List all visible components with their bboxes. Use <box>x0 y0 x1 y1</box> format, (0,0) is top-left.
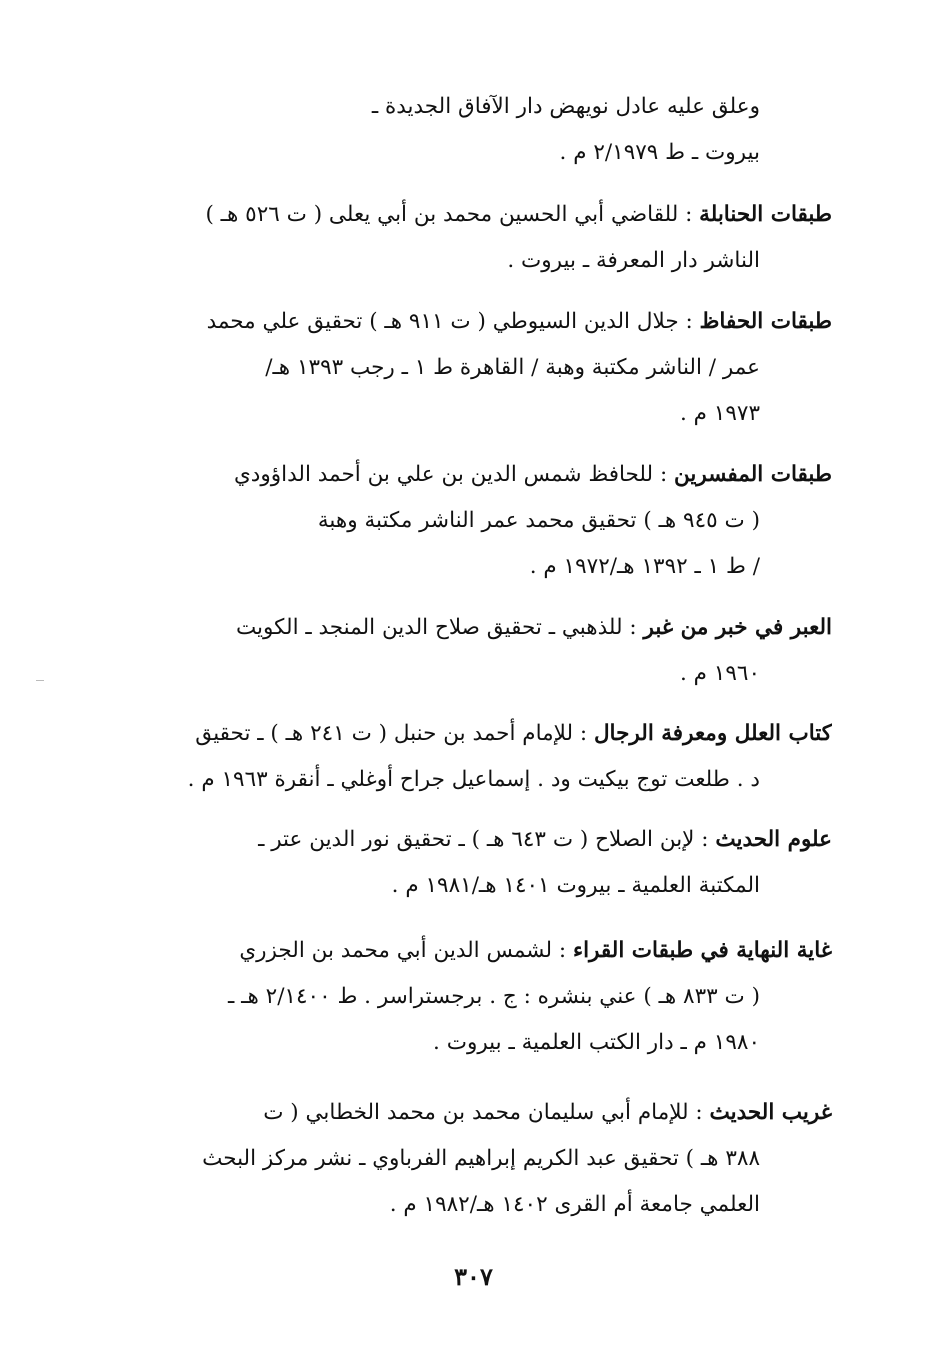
entry-first-line <box>132 928 832 974</box>
entry-first-line <box>132 817 832 863</box>
entry-text: : للقاضي أبي الحسين محمد بن أبي يعلى ( ت ٥٢٦ هـ ) <box>205 202 700 227</box>
entry-first-line <box>132 452 832 498</box>
entry-line: ١٩٦٠ م . <box>679 661 760 686</box>
entry-line: ( ت ٩٤٥ هـ ) تحقيق محمد عمر الناشر مكتبة وهبة <box>317 508 760 533</box>
entry-text: : للحافظ شمس الدين بن علي بن أحمد الداؤودي <box>233 462 675 487</box>
entry-title: طبقات الحنابلة <box>699 202 832 227</box>
entry-title: كتاب العلل ومعرفة الرجال <box>593 721 832 746</box>
entry-line: وعلق عليه عادل نويهض دار الآفاق الجديدة ـ <box>371 94 760 119</box>
reference-entry-al-ibar <box>132 605 832 697</box>
entry-title: غريب الحديث <box>709 1100 832 1125</box>
entry-first-line <box>132 192 832 238</box>
reference-entry-tabaqat-huffaz <box>132 299 832 437</box>
reference-entry-continuation <box>132 84 832 176</box>
entry-text: : لإبن الصلاح ( ت ٦٤٣ هـ ) ـ تحقيق نور الدين عتر ـ <box>258 827 716 852</box>
entry-line: ٣٨٨ هـ ) تحقيق عبد الكريم إبراهيم الفرباوي ـ نشر مركز البحث <box>202 1146 760 1171</box>
entry-text: : للذهبي ـ تحقيق صلاح الدين المنجد ـ الكويت <box>235 615 644 640</box>
reference-entry-tabaqat-mufassirin <box>132 452 832 590</box>
entry-title: علوم الحديث <box>715 827 832 852</box>
entry-first-line <box>132 605 832 651</box>
entry-line: المكتبة العلمية ـ بيروت ١٤٠١ هـ/١٩٨١ م . <box>391 873 760 898</box>
margin-divider <box>36 680 44 681</box>
reference-entry-gharib-al-hadith <box>132 1090 832 1228</box>
entry-text: : لشمس الدين أبي محمد بن الجزري <box>239 938 573 963</box>
entry-line: ١٩٧٣ م . <box>679 401 760 426</box>
entry-line: ( ت ٨٣٣ هـ ) عني بنشره : ج . برجستراسر . ط ٢/١٤٠٠ هـ ـ <box>228 984 760 1009</box>
reference-entry-ulum-al-hadith <box>132 817 832 909</box>
page-number: ٣٠٧ <box>454 1262 493 1291</box>
entry-title: غاية النهاية في طبقات القراء <box>572 938 832 963</box>
entry-first-line <box>132 299 832 345</box>
entry-title: طبقات الحفاظ <box>699 309 832 334</box>
entry-line: عمر / الناشر مكتبة وهبة / القاهرة ط ١ ـ رجب ١٣٩٣ هـ/ <box>265 355 760 380</box>
entry-line: ١٩٨٠ م ـ دار الكتب العلمية ـ بيروت . <box>433 1030 760 1055</box>
reference-entry-ghayat-al-nihaya <box>132 928 832 1066</box>
entry-text: : للإمام أحمد بن حنبل ( ت ٢٤١ هـ ) ـ تحقيق <box>195 721 594 746</box>
entry-title: العبر في خبر من غبر <box>643 615 832 640</box>
entry-text: : جلال الدين السيوطي ( ت ٩١١ هـ ) تحقيق علي محمد <box>206 309 700 334</box>
entry-line: / ط ١ ـ ١٣٩٢ هـ/١٩٧٢ م . <box>529 554 760 579</box>
reference-entry-tabaqat-hanabila <box>132 192 832 284</box>
entry-line: د . طلعت توج بيكيت ود . إسماعيل جراح أوغلي ـ أنقرة ١٩٦٣ م . <box>187 767 760 792</box>
entry-line: الناشر دار المعرفة ـ بيروت . <box>507 248 760 273</box>
entry-first-line <box>132 1090 832 1136</box>
entry-line: بيروت ـ ط ٢/١٩٧٩ م . <box>559 140 760 165</box>
entry-line: العلمي جامعة أم القرى ١٤٠٢ هـ/١٩٨٢ م . <box>389 1192 760 1217</box>
entry-first-line <box>132 711 832 757</box>
entry-title: طبقات المفسرين <box>674 462 832 487</box>
entry-text: : للإمام أبي سليمان محمد بن محمد الخطابي ( ت <box>263 1100 710 1125</box>
reference-entry-kitab-al-ilal <box>132 711 832 803</box>
